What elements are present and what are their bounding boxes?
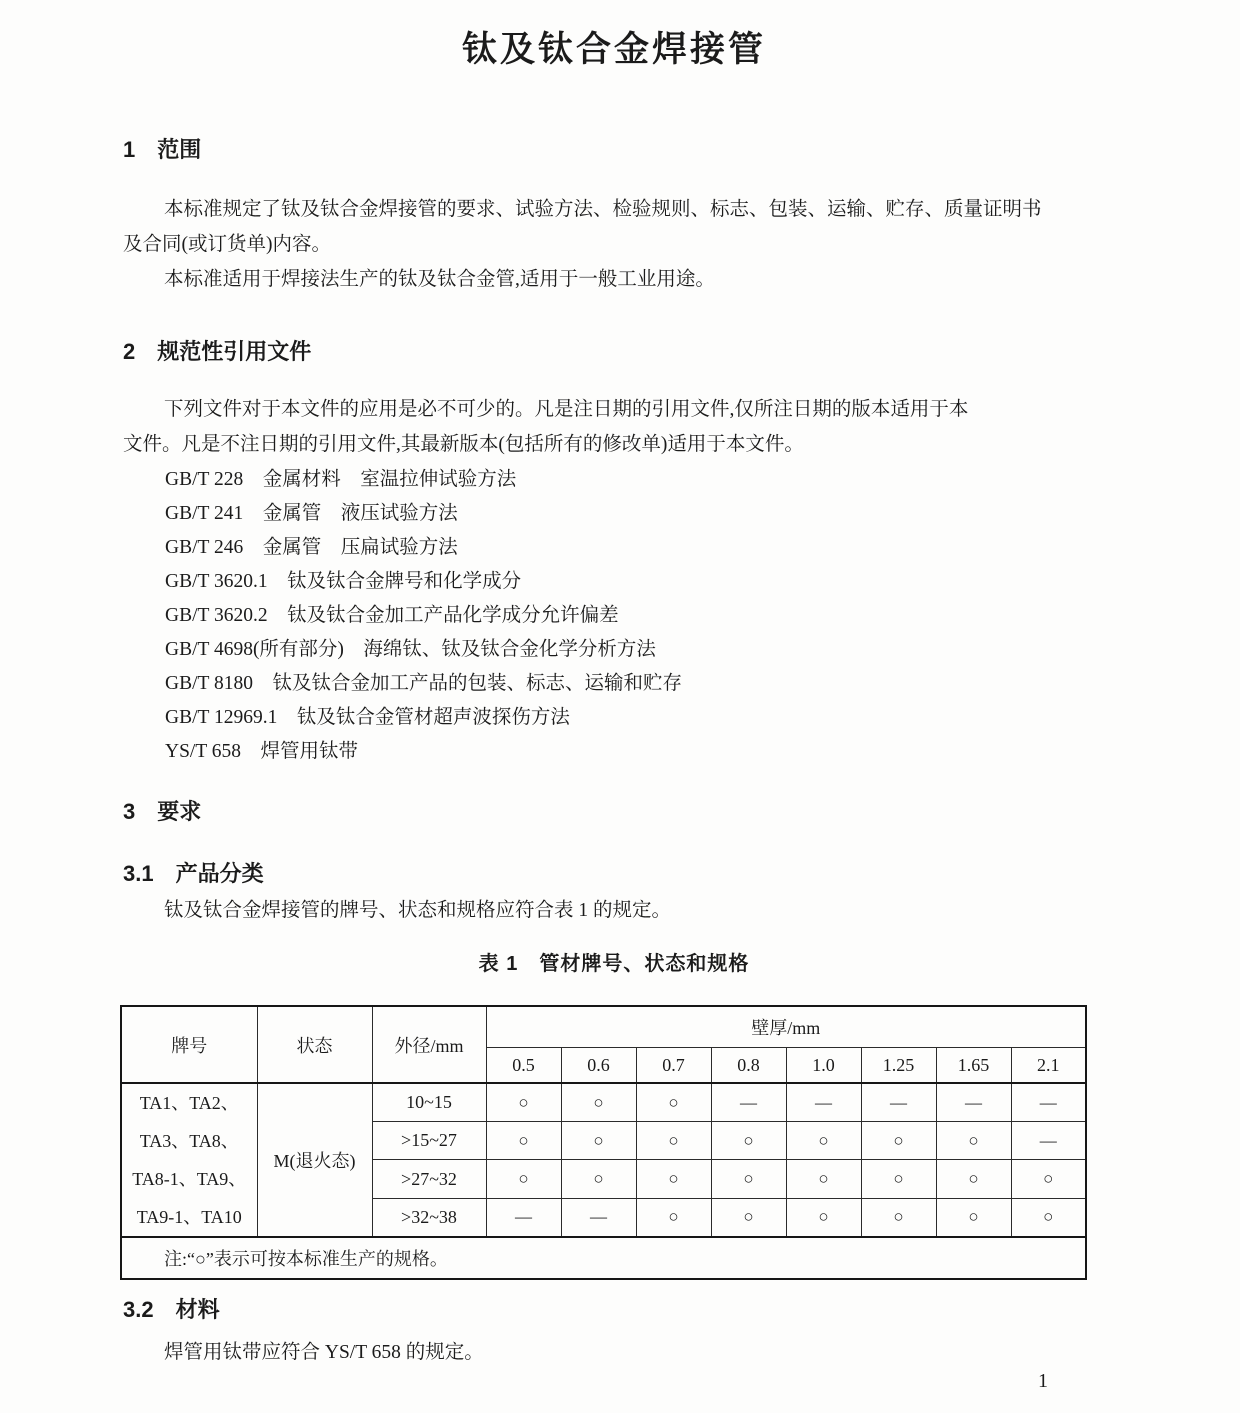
spec-cell: — [861,1083,936,1122]
grade-cell [121,1083,257,1237]
spec-cell: ○ [786,1198,861,1237]
section-3-2-paragraph [123,1335,1105,1370]
spec-cell: ○ [711,1160,786,1198]
table-row [121,1083,1086,1122]
reference-item: GB/T 3620.1 钛及钛合金牌号和化学成分 [165,571,522,592]
header-cell-grade: 牌号 [121,1006,257,1083]
reference-item: GB/T 3620.2 钛及钛合金加工产品化学成分允许偏差 [165,605,619,626]
reference-item: YS/T 658 焊管用钛带 [165,741,359,762]
spec-cell: ○ [1011,1198,1086,1237]
spec-cell: ○ [561,1083,636,1122]
header-cell-outer-diameter: 外径/mm [372,1006,486,1083]
thickness-header: 0.8 [711,1048,786,1084]
document-title: 钛及钛合金焊接管 [461,30,766,69]
header-cell-wall-thickness: 壁厚/mm [486,1006,1086,1048]
spec-cell: ○ [711,1198,786,1237]
paragraph-line: 下列文件对于本文件的应用是必不可少的。凡是注日期的引用文件,仅所注日期的版本适用于本 [164,399,969,420]
spec-cell: — [561,1198,636,1237]
reference-item: GB/T 8180 钛及钛合金加工产品的包装、标志、运输和贮存 [165,673,682,694]
condition-cell: M(退火态) [257,1083,372,1237]
header-cell-condition: 状态 [257,1006,372,1083]
section-2-paragraph [123,392,1105,462]
grade-line: TA1、TA2、 [139,1093,239,1113]
spec-cell: ○ [936,1160,1011,1198]
section-1-heading: 1 范围 [123,137,202,162]
spec-cell: ○ [861,1198,936,1237]
spec-cell: ○ [486,1160,561,1198]
section-1-paragraph [123,192,1105,297]
thickness-header: 1.25 [861,1048,936,1084]
spec-cell: — [1011,1122,1086,1160]
paragraph-line: 本标准适用于焊接法生产的钛及钛合金管,适用于一般工业用途。 [164,269,715,290]
section-2-heading: 2 规范性引用文件 [123,339,312,364]
page-number: 1 [1038,1370,1048,1392]
spec-cell: ○ [636,1122,711,1160]
spec-cell: ○ [636,1160,711,1198]
thickness-header: 1.0 [786,1048,861,1084]
table-header-row [121,1006,1086,1048]
section-3-1-heading: 3.1 产品分类 [123,861,264,886]
table-note-row [121,1237,1086,1279]
spec-cell: ○ [636,1083,711,1122]
paragraph-line: 及合同(或订货单)内容。 [123,234,331,255]
od-cell: >15~27 [372,1122,486,1160]
paragraph-line: 本标准规定了钛及钛合金焊接管的要求、试验方法、检验规则、标志、包装、运输、贮存、质量证明书 [164,199,1042,220]
od-cell: 10~15 [372,1083,486,1122]
spec-cell: ○ [861,1122,936,1160]
spec-cell: — [1011,1083,1086,1122]
paragraph-line: 文件。凡是不注日期的引用文件,其最新版本(包括所有的修改单)适用于本文件。 [123,434,804,455]
table-1-caption: 表 1 管材牌号、状态和规格 [478,953,750,975]
spec-cell: ○ [786,1160,861,1198]
spec-cell: ○ [561,1122,636,1160]
spec-cell: ○ [486,1122,561,1160]
od-cell: >32~38 [372,1198,486,1237]
grade-line: TA3、TA8、 [139,1131,239,1151]
od-cell: >27~32 [372,1160,486,1198]
section-3-1-paragraph [123,893,1105,928]
section-3-2-heading: 3.2 材料 [123,1297,220,1322]
spec-cell: — [936,1083,1011,1122]
reference-item: GB/T 228 金属材料 室温拉伸试验方法 [165,469,517,490]
grade-line: TA8-1、TA9、 [132,1169,247,1189]
reference-item: GB/T 246 金属管 压扁试验方法 [165,537,458,558]
thickness-header: 2.1 [1011,1048,1086,1084]
paragraph-line: 钛及钛合金焊接管的牌号、状态和规格应符合表 1 的规定。 [164,900,672,921]
spec-cell: — [486,1198,561,1237]
paragraph-line: 焊管用钛带应符合 YS/T 658 的规定。 [164,1342,484,1363]
thickness-header: 0.5 [486,1048,561,1084]
reference-item: GB/T 4698(所有部分) 海绵钛、钛及钛合金化学分析方法 [165,639,656,660]
spec-cell: ○ [486,1083,561,1122]
spec-cell: ○ [636,1198,711,1237]
grade-line: TA9-1、TA10 [136,1207,242,1227]
spec-cell: — [786,1083,861,1122]
spec-cell: ○ [936,1198,1011,1237]
spec-cell: — [711,1083,786,1122]
reference-item: GB/T 241 金属管 液压试验方法 [165,503,458,524]
table-1 [120,1005,1087,1280]
thickness-header: 0.7 [636,1048,711,1084]
spec-cell: ○ [561,1160,636,1198]
spec-cell: ○ [786,1122,861,1160]
section-3-heading: 3 要求 [123,799,202,824]
spec-cell: ○ [1011,1160,1086,1198]
reference-item: GB/T 12969.1 钛及钛合金管材超声波探伤方法 [165,707,570,728]
table-note: 注:“○”表示可按本标准生产的规格。 [121,1237,1086,1279]
table-1-wrapper [123,1005,1105,1280]
thickness-header: 1.65 [936,1048,1011,1084]
thickness-header: 0.6 [561,1048,636,1084]
spec-cell: ○ [936,1122,1011,1160]
spec-cell: ○ [861,1160,936,1198]
spec-cell: ○ [711,1122,786,1160]
reference-list [123,463,1147,769]
